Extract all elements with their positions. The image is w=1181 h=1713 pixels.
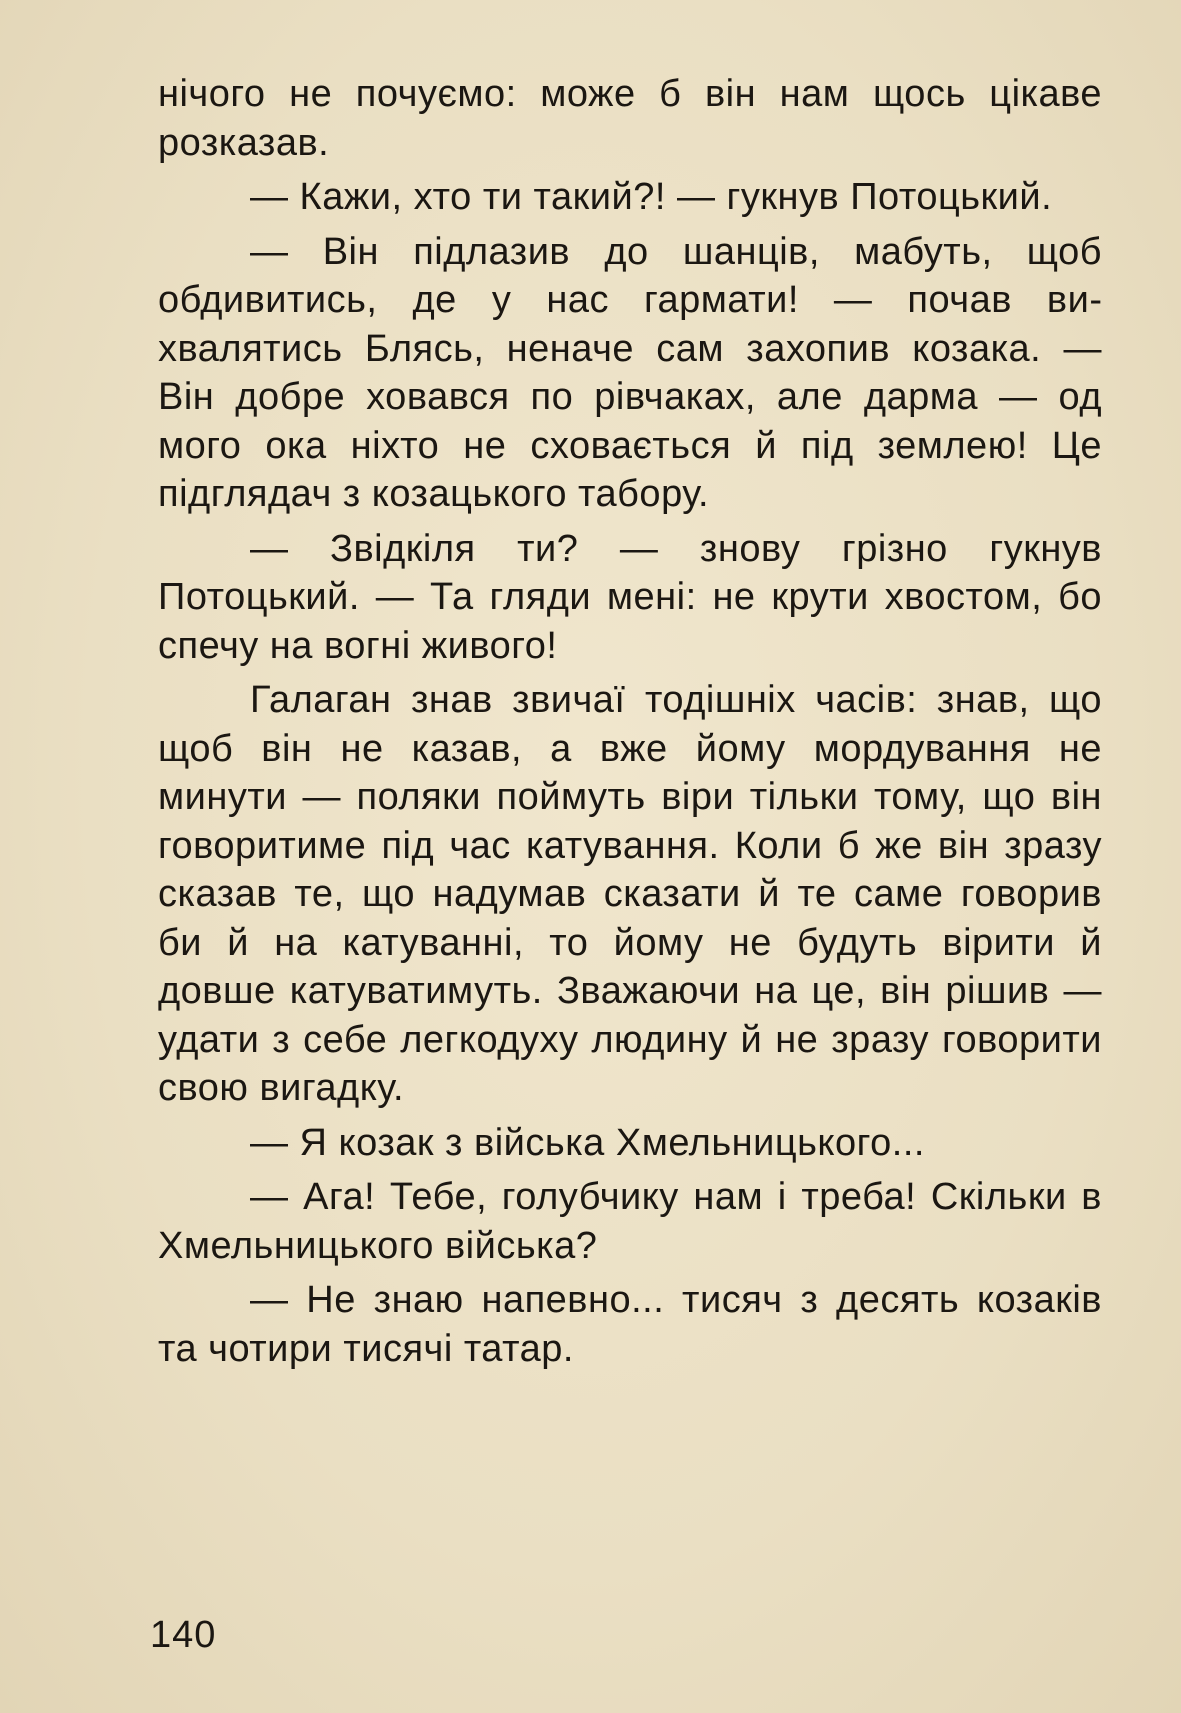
paragraph-2: — Кажи, хто ти такий?! — гукнув Потоцький. — [250, 176, 1053, 218]
paragraph-3: — Він підлазив до шанців, мабуть, щоб обдивитись, де у нас гармати! — почав вихвалятись Блясь, неначе сам захопив козака. — Він добре ховався по рівчаках, але дарма — од мого ока ніхто не сховається й під землею! Це підглядач з козацького табору. — [158, 230, 1102, 515]
paragraph-5: Галаган знав звичаї тодішніх часів: знав, що щоб він не казав, а вже йому мордування не минути — поляки поймуть віри тільки тому, що він говоритиме під час катування. Коли б же він зразу сказав те, що надумав сказати й те саме говорив би й на катуванні, то йому не будуть вірити й довше катуватимуть. Зважаючи на це, він рішив — удати з себе легкодуху людину й не зразу говорити свою вигадку. — [158, 679, 1102, 1109]
page-body-text — [158, 70, 1102, 1379]
paragraph-1: нічого не почуємо: може б він нам щось цікаве розказав. — [158, 73, 1102, 164]
paragraph-7: — Ага! Тебе, голубчику нам і треба! Скільки в Хмельницького війська? — [158, 1176, 1102, 1267]
paragraph-4: — Звідкіля ти? — знову грізно гукнув Потоцький. — Та гляди мені: не крути хвостом, бо спечу на вогні живого! — [158, 527, 1102, 667]
paragraph-6: — Я козак з війська Хмельницького... — [250, 1121, 925, 1164]
page-number: 140 — [150, 1614, 217, 1656]
paragraph-8: — Не знаю напевно... тисяч з десять козаків та чотири тисячі татар. — [158, 1279, 1102, 1370]
